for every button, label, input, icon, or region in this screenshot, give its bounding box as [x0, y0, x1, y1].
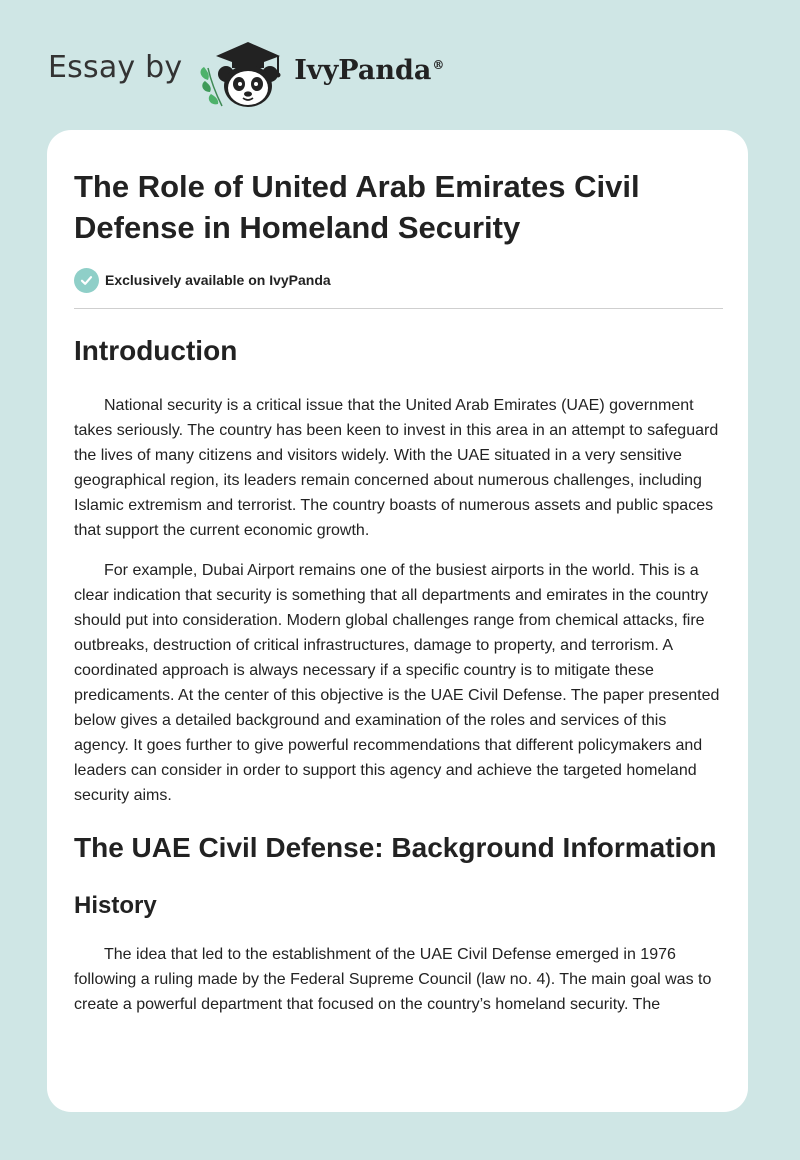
- history-heading: History: [74, 892, 157, 919]
- essay-by-label: Essay by: [48, 49, 183, 85]
- brand-name-text: IvyPanda: [294, 54, 432, 86]
- introduction-heading: Introduction: [74, 335, 238, 366]
- site-header: [48, 32, 444, 112]
- history-paragraph-1: The idea that led to the establishment of the UAE Civil Defense emerged in 1976 following a ruling made by the Federal Supreme Council (law no. 4). The main goal was to create a powerful department that focused on the country’s homeland security. The: [74, 946, 712, 1013]
- exclusive-badge: [74, 267, 723, 293]
- page-title: The Role of United Arab Emirates Civil Defense in Homeland Security: [74, 169, 640, 245]
- essay-card: [47, 130, 748, 1112]
- essay-content: [74, 130, 723, 1017]
- brand-name[interactable]: [294, 55, 444, 86]
- introduction-paragraph-2: For example, Dubai Airport remains one of the busiest airports in the world. This is a clear indication that security is something that all departments and emirates in the country should put into consideration. Modern global challenges range from chemical attacks, fire outbreaks, destruction of critical infrastructures, damage to property, and terrorism. A coordinated approach is always necessary if a specific country is to mitigate these predicaments. At the center of this objective is the UAE Civil Defense. The paper presented below gives a detailed background and examination of the roles and services of this agency. It goes further to give powerful recommendations that different policymakers and leaders can consider in order to support this agency and achieve the targeted homeland security aims.: [74, 562, 720, 804]
- check-icon: [74, 268, 99, 293]
- exclusive-badge-label: Exclusively available on IvyPanda: [105, 272, 331, 288]
- ivypanda-logo-icon[interactable]: [196, 34, 288, 110]
- introduction-paragraph-1: National security is a critical issue that the United Arab Emirates (UAE) government takes seriously. The country has been keen to invest in this area in an attempt to safeguard the lives of many citizens and visitors widely. With the UAE situated in a very sensitive geographical region, its leaders remain concerned about numerous challenges, including Islamic extremism and terrorist. The country boasts of numerous assets and public spaces that support the current economic growth.: [74, 397, 719, 539]
- background-heading: The UAE Civil Defense: Background Information: [74, 832, 717, 863]
- registered-mark: ®: [432, 57, 445, 72]
- divider: [74, 308, 723, 309]
